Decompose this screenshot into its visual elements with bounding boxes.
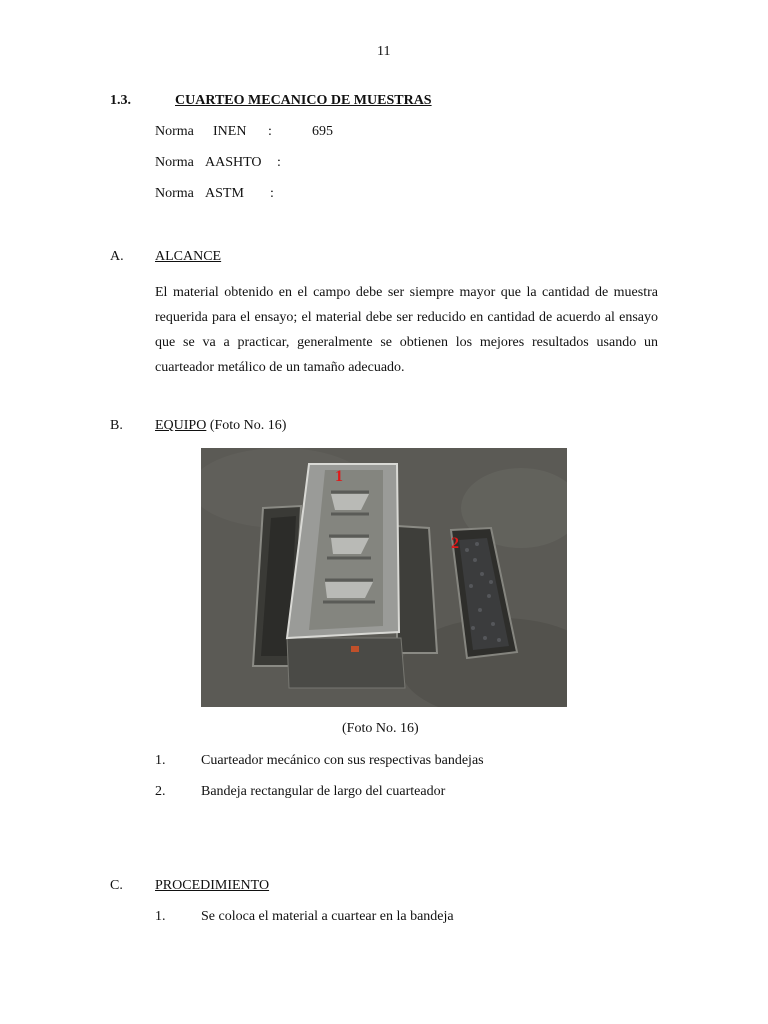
norm-separator: : [270, 186, 274, 201]
norm-separator: : [277, 155, 281, 170]
section-b-heading-suffix: (Foto No. 16) [206, 418, 287, 433]
section-b-heading: EQUIPO [155, 418, 207, 433]
section-a-heading: ALCANCE [155, 249, 222, 264]
norm-value: 695 [312, 124, 333, 139]
list-item-number: 1. [155, 909, 166, 924]
equipment-photo [201, 448, 567, 707]
section-title: CUARTEO MECANICO DE MUESTRAS [175, 93, 432, 108]
section-a-paragraph: El material obtenido en el campo debe ser siempre mayor que la cantidad de muestra requerida para el ensayo; el material debe ser reducido en cantidad de acuerdo al ensayo que se va a practicar, generalmente se obtienen los mejores resultados usando un cuarteador metálico de un tamaño adecuado. [155, 285, 658, 375]
section-a-letter: A. [110, 249, 124, 264]
section-b-heading-line [155, 418, 286, 434]
list-item-number: 2. [155, 784, 166, 799]
norm-label: Norma [155, 124, 194, 139]
section-number: 1.3. [110, 93, 131, 108]
list-item-text: Cuarteador mecánico con sus respectivas bandejas [201, 753, 484, 768]
norm-name: AASHTO [205, 155, 262, 170]
list-item-text: Se coloca el material a cuartear en la bandeja [201, 909, 454, 924]
page-number: 11 [377, 44, 391, 59]
photo-marker-1: 1 [335, 468, 343, 485]
photo-caption: (Foto No. 16) [342, 721, 419, 736]
equipment-photo-drawing [201, 448, 567, 707]
norm-name: INEN [213, 124, 247, 139]
photo-marker-2: 2 [451, 535, 459, 552]
list-item-number: 1. [155, 753, 166, 768]
section-b-letter: B. [110, 418, 123, 433]
section-c-heading: PROCEDIMIENTO [155, 878, 270, 893]
norm-separator: : [268, 124, 272, 139]
section-c-letter: C. [110, 878, 123, 893]
list-item-text: Bandeja rectangular de largo del cuarteador [201, 784, 446, 799]
norm-label: Norma [155, 155, 194, 170]
norm-name: ASTM [205, 186, 244, 201]
norm-label: Norma [155, 186, 194, 201]
